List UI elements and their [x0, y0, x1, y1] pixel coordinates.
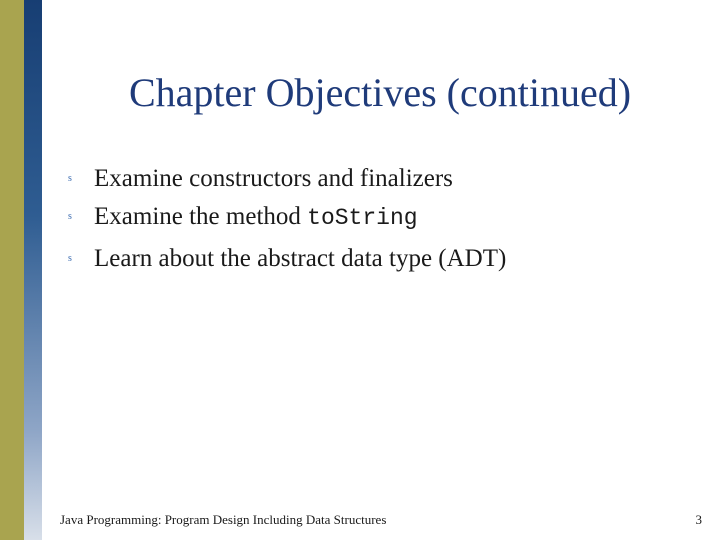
bullet-code: toString: [307, 205, 418, 231]
bullet-text: Examine constructors and finalizers: [94, 165, 453, 192]
slide-title: Chapter Objectives (continued): [128, 70, 632, 115]
slide-footer: Java Programming: Program Design Including Data Structures: [60, 512, 387, 527]
bullet-item: [66, 198, 506, 236]
bullet-text: Learn about the abstract data type (ADT): [94, 245, 507, 272]
bullet-item: [66, 160, 506, 198]
sidebar-olive-bar: [0, 0, 24, 540]
bullet-item: [66, 240, 506, 278]
bullet-list: [66, 160, 506, 278]
page-number: 3: [695, 512, 702, 527]
bullet-icon: s: [68, 173, 72, 184]
bullet-icon: s: [68, 253, 72, 264]
bullet-text: Examine the method: [94, 203, 308, 230]
sidebar-blue-gradient-bar: [24, 0, 42, 540]
bullet-icon: s: [68, 211, 72, 222]
